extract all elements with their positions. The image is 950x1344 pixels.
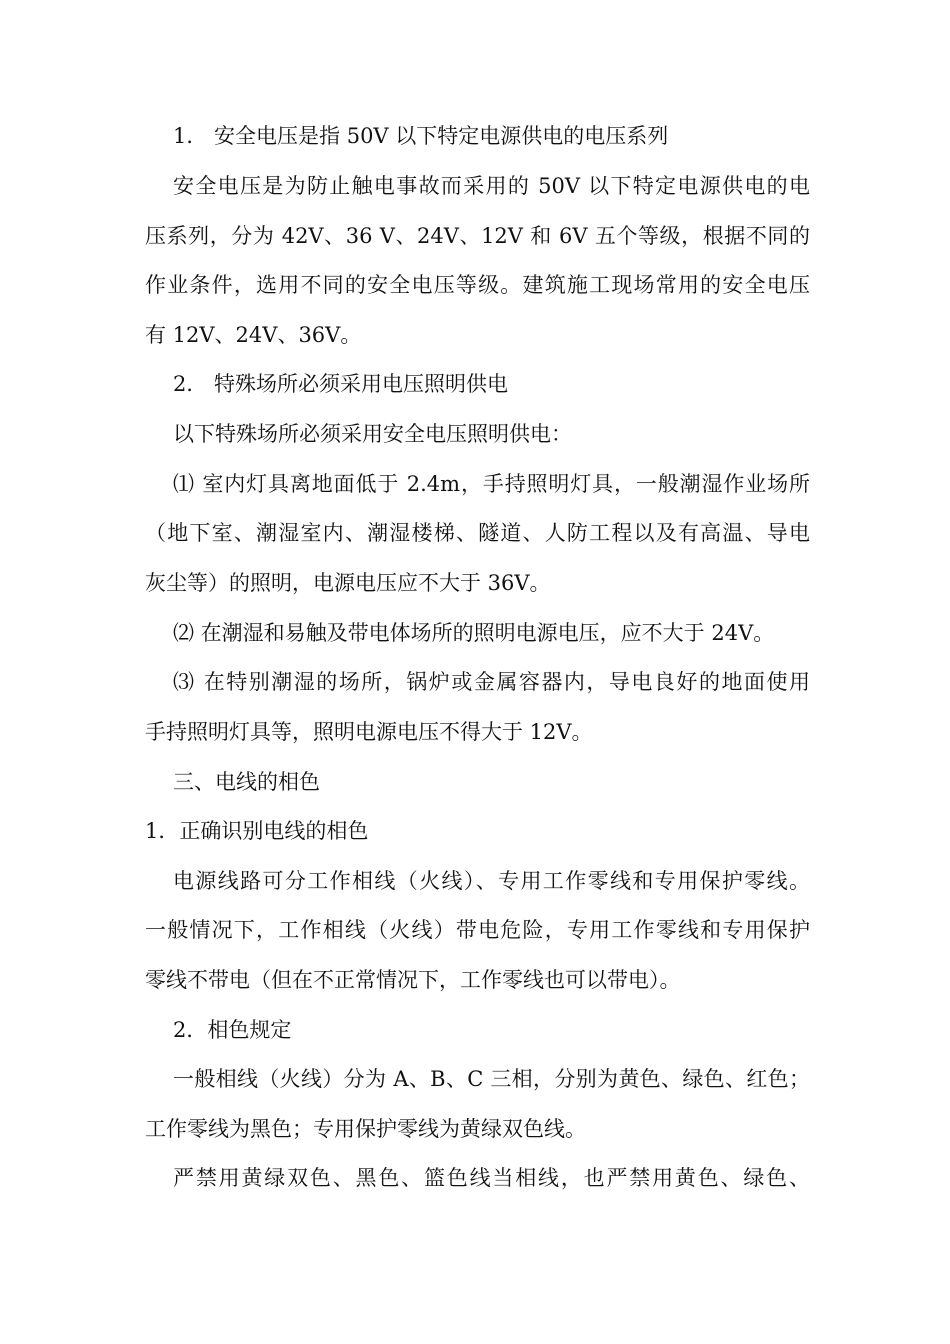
list-item-3: ⑶ 在特别潮湿的场所，锅炉或金属容器内，导电良好的地面使用 bbox=[173, 670, 810, 694]
paragraph-line: 一般相线（火线）分为 A、B、C 三相，分别为黄色、绿色、红色； bbox=[173, 1067, 810, 1091]
paragraph-line: （地下室、潮湿室内、潮湿楼梯、隧道、人防工程以及有高温、导电 bbox=[145, 521, 810, 545]
list-item-2: ⑵ 在潮湿和易触及带电体场所的照明电源电压，应不大于 24V。 bbox=[173, 621, 775, 645]
paragraph-line: 安全电压是为防止触电事故而采用的 50V 以下特定电源供电的电 bbox=[173, 174, 810, 198]
paragraph-line: 灰尘等）的照明，电源电压应不大于 36V。 bbox=[145, 571, 551, 595]
heading-identify-phase-colors: 1．正确识别电线的相色 bbox=[145, 819, 369, 843]
list-item-1: ⑴ 室内灯具离地面低于 2.4m，手持照明灯具，一般潮湿作业场所 bbox=[173, 472, 810, 496]
heading-safe-voltage: 1． 安全电压是指 50V 以下特定电源供电的电压系列 bbox=[173, 124, 669, 148]
heading-phase-color-rules: 2．相色规定 bbox=[173, 1018, 292, 1042]
paragraph-line: 压系列，分为 42V、36 V、24V、12V 和 6V 五个等级，根据不同的 bbox=[145, 224, 810, 248]
paragraph-line: 严禁用黄绿双色、黑色、篮色线当相线，也严禁用黄色、绿色、 bbox=[173, 1166, 810, 1190]
paragraph-line: 零线不带电（但在不正常情况下，工作零线也可以带电）。 bbox=[145, 968, 681, 992]
paragraph-line: 有 12V、24V、36V。 bbox=[145, 323, 362, 347]
section-heading-wire-phase-colors: 三、电线的相色 bbox=[173, 770, 320, 794]
paragraph-line: 以下特殊场所必须采用安全电压照明供电： bbox=[173, 422, 572, 446]
paragraph-line: 工作零线为黑色；专用保护零线为黄绿双色线。 bbox=[145, 1117, 586, 1141]
paragraph-line: 手持照明灯具等，照明电源电压不得大于 12V。 bbox=[145, 720, 593, 744]
paragraph-line: 作业条件，选用不同的安全电压等级。建筑施工现场常用的安全电压 bbox=[145, 273, 810, 297]
heading-special-places: 2． 特殊场所必须采用电压照明供电 bbox=[173, 372, 509, 396]
paragraph-line: 电源线路可分工作相线（火线）、专用工作零线和专用保护零线。 bbox=[173, 869, 810, 893]
paragraph-line: 一般情况下，工作相线（火线）带电危险，专用工作零线和专用保护 bbox=[145, 918, 810, 942]
